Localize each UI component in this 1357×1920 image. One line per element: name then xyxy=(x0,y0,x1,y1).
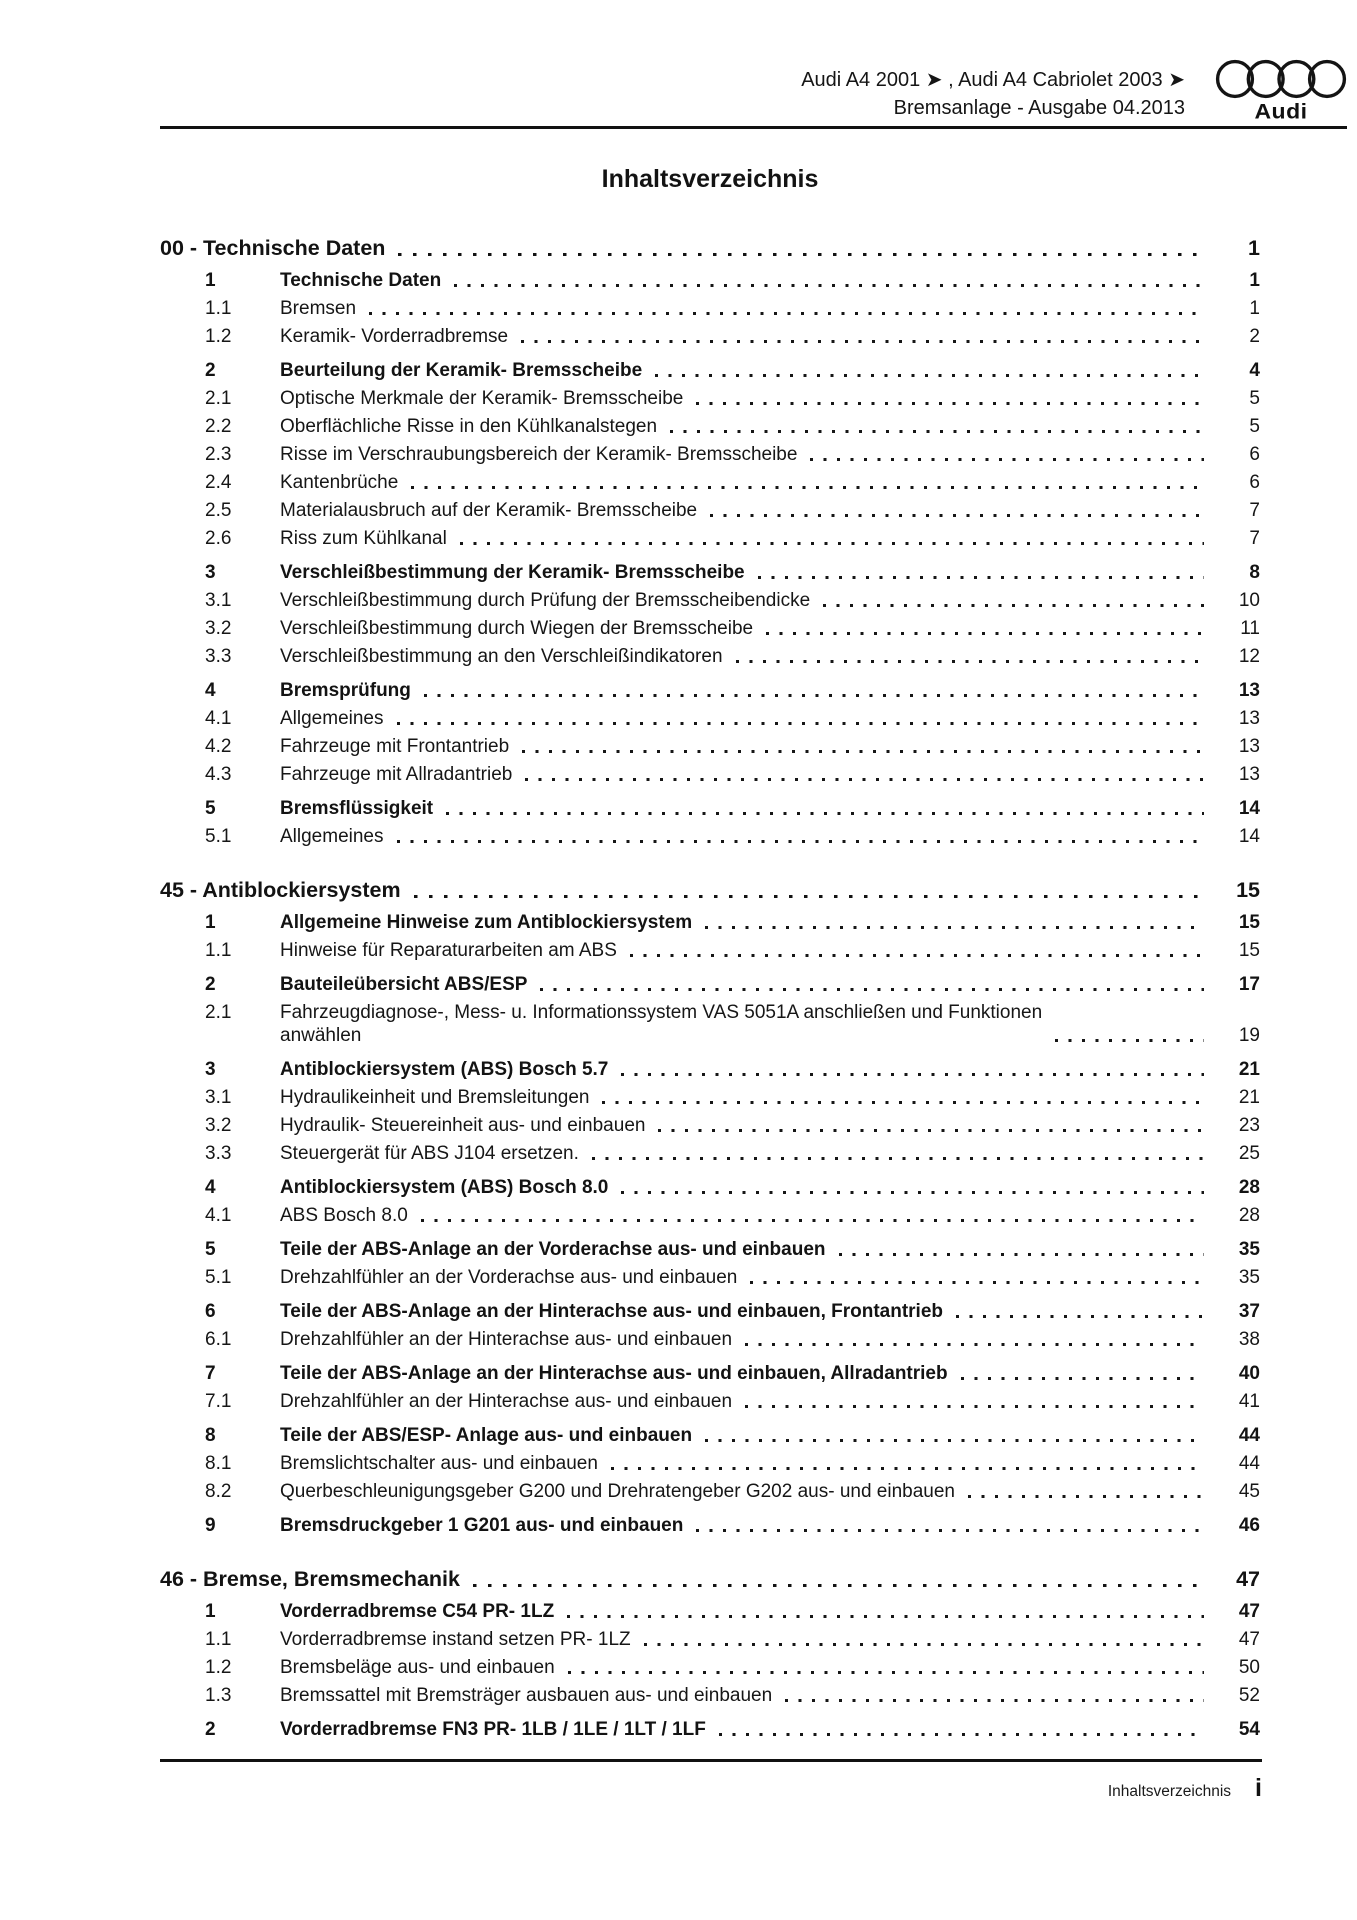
entry-page-number: 45 xyxy=(1238,1481,1260,1502)
dot-leader xyxy=(460,542,1204,545)
toc-entry-row xyxy=(160,1390,1260,1413)
toc-group xyxy=(160,359,1260,550)
dot-leader xyxy=(670,430,1204,433)
entry-number: 8 xyxy=(205,1425,216,1446)
toc-entry-row xyxy=(160,1628,1260,1651)
entry-page-number: 28 xyxy=(1238,1205,1260,1226)
entry-number: 5 xyxy=(205,798,216,819)
entry-number: 7.1 xyxy=(205,1391,232,1412)
entry-number: 4 xyxy=(205,680,216,701)
footer-page-number: i xyxy=(1255,1774,1262,1802)
dot-leader xyxy=(785,1699,1204,1702)
toc-entry-row xyxy=(160,911,1260,934)
entry-title: Allgemeine Hinweise zum Antiblockiersystem xyxy=(280,912,693,933)
toc-entry-row xyxy=(160,589,1260,612)
toc-entry-row xyxy=(160,471,1260,494)
page-header xyxy=(160,58,1347,129)
dot-leader xyxy=(621,1191,1204,1194)
dot-leader xyxy=(397,722,1205,725)
entry-title: Hydraulikeinheit und Bremsleitungen xyxy=(280,1087,590,1108)
toc-group xyxy=(160,911,1260,962)
entry-title: Beurteilung der Keramik- Bremsscheibe xyxy=(280,360,643,381)
toc-group xyxy=(160,1514,1260,1537)
entry-number: 4.2 xyxy=(205,736,232,757)
toc-entry-row xyxy=(160,825,1260,848)
entry-page-number: 25 xyxy=(1238,1143,1260,1164)
dot-leader xyxy=(592,1157,1204,1160)
entry-number: 2.2 xyxy=(205,416,232,437)
entry-number: 2.4 xyxy=(205,472,232,493)
toc-entry-row xyxy=(160,1266,1260,1289)
toc-entry-row xyxy=(160,707,1260,730)
toc-entry-row xyxy=(160,561,1260,584)
entry-page-number: 41 xyxy=(1238,1391,1260,1412)
entry-title: Fahrzeuge mit Allradantrieb xyxy=(280,764,513,785)
entry-number: 2 xyxy=(205,360,216,381)
entry-page-number: 47 xyxy=(1238,1601,1260,1622)
toc-group xyxy=(160,269,1260,348)
toc-entry-row xyxy=(160,1514,1260,1537)
dot-leader xyxy=(766,632,1204,635)
entry-page-number: 12 xyxy=(1238,646,1260,667)
entry-number: 4 xyxy=(205,1177,216,1198)
entry-title: Fahrzeugdiagnose-, Mess- u. Informationssystem VAS 5051A anschließen und Funktionen anwählen xyxy=(280,1002,1043,1046)
entry-page-number: 44 xyxy=(1238,1425,1260,1446)
entry-number: 5.1 xyxy=(205,1267,232,1288)
dot-leader xyxy=(758,576,1204,579)
dot-leader xyxy=(810,458,1204,461)
entry-page-number: 10 xyxy=(1238,590,1260,611)
entry-title: Teile der ABS/ESP- Anlage aus- und einbauen xyxy=(280,1425,693,1446)
entry-number: 2 xyxy=(205,1719,216,1740)
entry-title: Allgemeines xyxy=(280,708,384,729)
audi-logo xyxy=(1215,58,1347,122)
entry-number: 2.3 xyxy=(205,444,232,465)
entry-number: 1.1 xyxy=(205,298,232,319)
chapter-page-number: 47 xyxy=(1236,1567,1260,1591)
entry-title: Vorderradbremse C54 PR- 1LZ xyxy=(280,1601,555,1622)
dot-leader xyxy=(745,1343,1204,1346)
entry-number: 6 xyxy=(205,1301,216,1322)
entry-title: Technische Daten xyxy=(280,270,442,291)
entry-title: Bremsprüfung xyxy=(280,680,411,701)
dot-leader xyxy=(414,895,1204,899)
entry-page-number: 40 xyxy=(1238,1363,1260,1384)
toc-chapter xyxy=(160,876,1260,1537)
entry-page-number: 54 xyxy=(1238,1719,1260,1740)
entry-title: Optische Merkmale der Keramik- Bremsscheibe xyxy=(280,388,684,409)
entry-title: Bremsflüssigkeit xyxy=(280,798,434,819)
dot-leader xyxy=(823,604,1204,607)
entry-page-number: 15 xyxy=(1238,940,1260,961)
entry-page-number: 38 xyxy=(1238,1329,1260,1350)
entry-page-number: 14 xyxy=(1238,798,1260,819)
entry-page-number: 4 xyxy=(1249,360,1260,381)
entry-page-number: 52 xyxy=(1238,1685,1260,1706)
entry-title: Vorderradbremse FN3 PR- 1LB / 1LE / 1LT / 1LF xyxy=(280,1719,706,1740)
entry-page-number: 50 xyxy=(1238,1657,1260,1678)
entry-title: Bremsen xyxy=(280,298,357,319)
toc-entry-row xyxy=(160,1058,1260,1081)
page-footer xyxy=(160,1759,1262,1803)
dot-leader xyxy=(522,750,1204,753)
entry-page-number: 28 xyxy=(1238,1177,1260,1198)
entry-page-number: 35 xyxy=(1238,1267,1260,1288)
toc-entry-row xyxy=(160,797,1260,820)
entry-title: Bremssattel mit Bremsträger ausbauen aus- und einbauen xyxy=(280,1685,773,1706)
entry-number: 3 xyxy=(205,562,216,583)
entry-number: 2.1 xyxy=(205,388,232,409)
entry-title: Hinweise für Reparaturarbeiten am ABS xyxy=(280,940,617,961)
dot-leader xyxy=(611,1467,1204,1470)
entry-page-number: 37 xyxy=(1238,1301,1260,1322)
dot-leader xyxy=(655,374,1204,377)
entry-title: Drehzahlfühler an der Vorderachse aus- und einbauen xyxy=(280,1267,738,1288)
toc-entry-row xyxy=(160,1424,1260,1447)
entry-number: 1.1 xyxy=(205,1629,232,1650)
dot-leader xyxy=(602,1101,1204,1104)
chapter-page-number: 1 xyxy=(1248,236,1260,260)
entry-title: Verschleißbestimmung an den Verschleißindikatoren xyxy=(280,646,723,667)
toc-entry-row xyxy=(160,297,1260,320)
entry-page-number: 8 xyxy=(1249,562,1260,583)
toc-group xyxy=(160,1600,1260,1707)
entry-number: 8.2 xyxy=(205,1481,232,1502)
dot-leader xyxy=(968,1495,1204,1498)
chapter-label: 00 - Technische Daten xyxy=(160,236,386,260)
toc-entry-row xyxy=(160,387,1260,410)
entry-title: Allgemeines xyxy=(280,826,384,847)
chapter-heading-row xyxy=(160,234,1260,262)
dot-leader xyxy=(745,1405,1204,1408)
entry-title: Teile der ABS-Anlage an der Hinterachse aus- und einbauen, Allradantrieb xyxy=(280,1363,948,1384)
entry-page-number: 5 xyxy=(1249,416,1260,437)
entry-title: Vorderradbremse instand setzen PR- 1LZ xyxy=(280,1629,631,1650)
dot-leader xyxy=(369,312,1204,315)
toc-entry-row xyxy=(160,1001,1260,1047)
toc-entry-row xyxy=(160,325,1260,348)
toc-entry-row xyxy=(160,1142,1260,1165)
dot-leader xyxy=(521,340,1204,343)
dot-leader xyxy=(525,778,1204,781)
entry-title: Verschleißbestimmung der Keramik- Bremsscheibe xyxy=(280,562,745,583)
toc-group xyxy=(160,1362,1260,1413)
entry-title: Verschleißbestimmung durch Wiegen der Bremsscheibe xyxy=(280,618,754,639)
toc-entry-row xyxy=(160,359,1260,382)
toc-entry-row xyxy=(160,1600,1260,1623)
dot-leader xyxy=(540,988,1204,991)
entry-page-number: 44 xyxy=(1238,1453,1260,1474)
entry-title: Antiblockiersystem (ABS) Bosch 8.0 xyxy=(280,1177,609,1198)
entry-number: 7 xyxy=(205,1363,216,1384)
header-line-models: Audi A4 2001 ➤ , Audi A4 Cabriolet 2003 ➤ xyxy=(801,69,1185,91)
entry-number: 2.5 xyxy=(205,500,232,521)
entry-page-number: 23 xyxy=(1238,1115,1260,1136)
chapter-entry-groups xyxy=(160,269,1260,848)
entry-number: 4.1 xyxy=(205,1205,232,1226)
entry-title: ABS Bosch 8.0 xyxy=(280,1205,408,1226)
toc-entry-row xyxy=(160,1718,1260,1741)
dot-leader xyxy=(421,1219,1204,1222)
entry-number: 3.3 xyxy=(205,646,232,667)
toc-group xyxy=(160,679,1260,786)
entry-page-number: 5 xyxy=(1249,388,1260,409)
entry-title: Teile der ABS-Anlage an der Hinterachse aus- und einbauen, Frontantrieb xyxy=(280,1301,944,1322)
entry-page-number: 13 xyxy=(1238,708,1260,729)
toc-entry-row xyxy=(160,1086,1260,1109)
entry-number: 3.2 xyxy=(205,618,232,639)
entry-title: Riss zum Kühlkanal xyxy=(280,528,447,549)
dot-leader xyxy=(696,1529,1204,1532)
toc-entry-row xyxy=(160,415,1260,438)
entry-title: Antiblockiersystem (ABS) Bosch 5.7 xyxy=(280,1059,609,1080)
entry-title: Bauteileübersicht ABS/ESP xyxy=(280,974,528,995)
entry-page-number: 1 xyxy=(1249,298,1260,319)
toc-entry-row xyxy=(160,269,1260,292)
toc-entry-row xyxy=(160,735,1260,758)
toc-entry-row xyxy=(160,443,1260,466)
entry-title: Steuergerät für ABS J104 ersetzen. xyxy=(280,1143,579,1164)
entry-number: 5.1 xyxy=(205,826,232,847)
entry-title: Bremsdruckgeber 1 G201 aus- und einbauen xyxy=(280,1515,684,1536)
dot-leader xyxy=(568,1671,1204,1674)
entry-page-number: 21 xyxy=(1238,1087,1260,1108)
entry-number: 5 xyxy=(205,1239,216,1260)
entry-number: 4.1 xyxy=(205,708,232,729)
entry-title: Bremslichtschalter aus- und einbauen xyxy=(280,1453,598,1474)
toc-entry-row xyxy=(160,617,1260,640)
dot-leader xyxy=(750,1281,1204,1284)
dot-leader xyxy=(710,514,1204,517)
toc-group xyxy=(160,1176,1260,1227)
entry-page-number: 6 xyxy=(1249,444,1260,465)
toc-group xyxy=(160,1424,1260,1503)
footer-label: Inhaltsverzeichnis xyxy=(1107,1783,1232,1800)
toc-entry-row xyxy=(160,499,1260,522)
entry-page-number: 11 xyxy=(1240,618,1260,639)
entry-title: Kantenbrüche xyxy=(280,472,399,493)
chapter-page-number: 15 xyxy=(1236,878,1260,902)
entry-page-number: 2 xyxy=(1249,326,1260,347)
entry-page-number: 21 xyxy=(1238,1059,1260,1080)
toc-entry-row xyxy=(160,1362,1260,1385)
toc-entry-row xyxy=(160,1328,1260,1351)
toc-entry-row xyxy=(160,1204,1260,1227)
entry-number: 3.3 xyxy=(205,1143,232,1164)
entry-number: 2 xyxy=(205,974,216,995)
entry-number: 3 xyxy=(205,1059,216,1080)
entry-page-number: 17 xyxy=(1238,974,1260,995)
toc-entry-row xyxy=(160,1114,1260,1137)
audi-rings-icon xyxy=(1215,58,1347,100)
toc-entry-row xyxy=(160,1176,1260,1199)
chapter-entry-groups xyxy=(160,911,1260,1537)
toc-group xyxy=(160,1058,1260,1165)
entry-title: Materialausbruch auf der Keramik- Bremsscheibe xyxy=(280,500,698,521)
toc-entry-row xyxy=(160,1656,1260,1679)
entry-title: Fahrzeuge mit Frontantrieb xyxy=(280,736,510,757)
toc-entry-row xyxy=(160,1238,1260,1261)
toc-entry-row xyxy=(160,939,1260,962)
toc-entry-row xyxy=(160,645,1260,668)
chapter-label: 46 - Bremse, Bremsmechanik xyxy=(160,1567,460,1591)
entry-number: 1 xyxy=(205,1601,216,1622)
chapter-heading-row xyxy=(160,1565,1260,1593)
entry-page-number: 13 xyxy=(1238,680,1260,701)
entry-title: Drehzahlfühler an der Hinterachse aus- und einbauen xyxy=(280,1391,733,1412)
entry-number: 1.2 xyxy=(205,326,232,347)
toc-group xyxy=(160,1238,1260,1289)
chapter-label: 45 - Antiblockiersystem xyxy=(160,878,401,902)
toc-group xyxy=(160,1718,1260,1741)
entry-title: Querbeschleunigungsgeber G200 und Drehratengeber G202 aus- und einbauen xyxy=(280,1481,955,1502)
dot-leader xyxy=(644,1643,1204,1646)
entry-page-number: 7 xyxy=(1249,500,1260,521)
entry-page-number: 46 xyxy=(1238,1515,1260,1536)
entry-page-number: 13 xyxy=(1238,736,1260,757)
entry-title: Keramik- Vorderradbremse xyxy=(280,326,509,347)
entry-number: 6.1 xyxy=(205,1329,232,1350)
entry-page-number: 6 xyxy=(1249,472,1260,493)
dot-leader xyxy=(705,926,1204,929)
dot-leader xyxy=(839,1253,1205,1256)
dot-leader xyxy=(411,486,1204,489)
entry-number: 2.1 xyxy=(205,1002,232,1023)
entry-number: 1.1 xyxy=(205,940,232,961)
entry-number: 3.2 xyxy=(205,1115,232,1136)
chapter-entry-groups xyxy=(160,1600,1260,1741)
entry-title: Drehzahlfühler an der Hinterachse aus- und einbauen xyxy=(280,1329,733,1350)
entry-page-number: 19 xyxy=(1238,1025,1260,1046)
dot-leader xyxy=(658,1129,1204,1132)
entry-page-number: 14 xyxy=(1238,826,1260,847)
entry-page-number: 35 xyxy=(1238,1239,1260,1260)
toc-group xyxy=(160,797,1260,848)
entry-title: Risse im Verschraubungsbereich der Keramik- Bremsscheibe xyxy=(280,444,798,465)
dot-leader xyxy=(567,1615,1204,1618)
dot-leader xyxy=(424,694,1204,697)
entry-page-number: 7 xyxy=(1249,528,1260,549)
entry-title: Hydraulik- Steuereinheit aus- und einbauen xyxy=(280,1115,646,1136)
header-line-edition: Bremsanlage - Ausgabe 04.2013 xyxy=(893,97,1185,119)
dot-leader xyxy=(397,840,1205,843)
entry-number: 3.1 xyxy=(205,590,232,611)
entry-number: 3.1 xyxy=(205,1087,232,1108)
entry-page-number: 1 xyxy=(1249,270,1260,291)
entry-number: 1 xyxy=(205,912,216,933)
dot-leader xyxy=(736,660,1204,663)
dot-leader xyxy=(956,1315,1204,1318)
dot-leader xyxy=(719,1733,1204,1736)
entry-number: 8.1 xyxy=(205,1453,232,1474)
toc-entry-row xyxy=(160,763,1260,786)
entry-number: 9 xyxy=(205,1515,216,1536)
dot-leader xyxy=(705,1439,1204,1442)
toc-entry-row xyxy=(160,679,1260,702)
dot-leader xyxy=(398,253,1204,257)
toc-chapter xyxy=(160,234,1260,848)
toc-group xyxy=(160,1300,1260,1351)
toc-entry-row xyxy=(160,1452,1260,1475)
dot-leader xyxy=(696,402,1204,405)
entry-title: Teile der ABS-Anlage an der Vorderachse aus- und einbauen xyxy=(280,1239,826,1260)
dot-leader xyxy=(446,812,1204,815)
toc-chapter xyxy=(160,1565,1260,1741)
entry-number: 1 xyxy=(205,270,216,291)
toc-entry-row xyxy=(160,973,1260,996)
toc-group xyxy=(160,561,1260,668)
entry-page-number: 13 xyxy=(1238,764,1260,785)
entry-number: 4.3 xyxy=(205,764,232,785)
entry-title: Bremsbeläge aus- und einbauen xyxy=(280,1657,555,1678)
entry-number: 2.6 xyxy=(205,528,232,549)
entry-page-number: 15 xyxy=(1238,912,1260,933)
dot-leader xyxy=(621,1073,1204,1076)
entry-number: 1.3 xyxy=(205,1685,232,1706)
table-of-contents xyxy=(160,234,1260,1741)
entry-title: Oberflächliche Risse in den Kühlkanalstegen xyxy=(280,416,658,437)
entry-number: 1.2 xyxy=(205,1657,232,1678)
entry-page-number: 47 xyxy=(1238,1629,1260,1650)
audi-wordmark: Audi xyxy=(1254,99,1308,123)
dot-leader xyxy=(630,954,1204,957)
toc-entry-row xyxy=(160,1684,1260,1707)
dot-leader xyxy=(454,284,1204,287)
dot-leader xyxy=(1055,1039,1204,1042)
toc-entry-row xyxy=(160,1480,1260,1503)
toc-entry-row xyxy=(160,1300,1260,1323)
entry-title: Verschleißbestimmung durch Prüfung der Bremsscheibendicke xyxy=(280,590,811,611)
dot-leader xyxy=(473,1584,1204,1588)
chapter-heading-row xyxy=(160,876,1260,904)
toc-group xyxy=(160,973,1260,1047)
page-title: Inhaltsverzeichnis xyxy=(601,165,819,193)
dot-leader xyxy=(961,1377,1204,1380)
toc-entry-row xyxy=(160,527,1260,550)
header-model-info xyxy=(801,66,1185,122)
